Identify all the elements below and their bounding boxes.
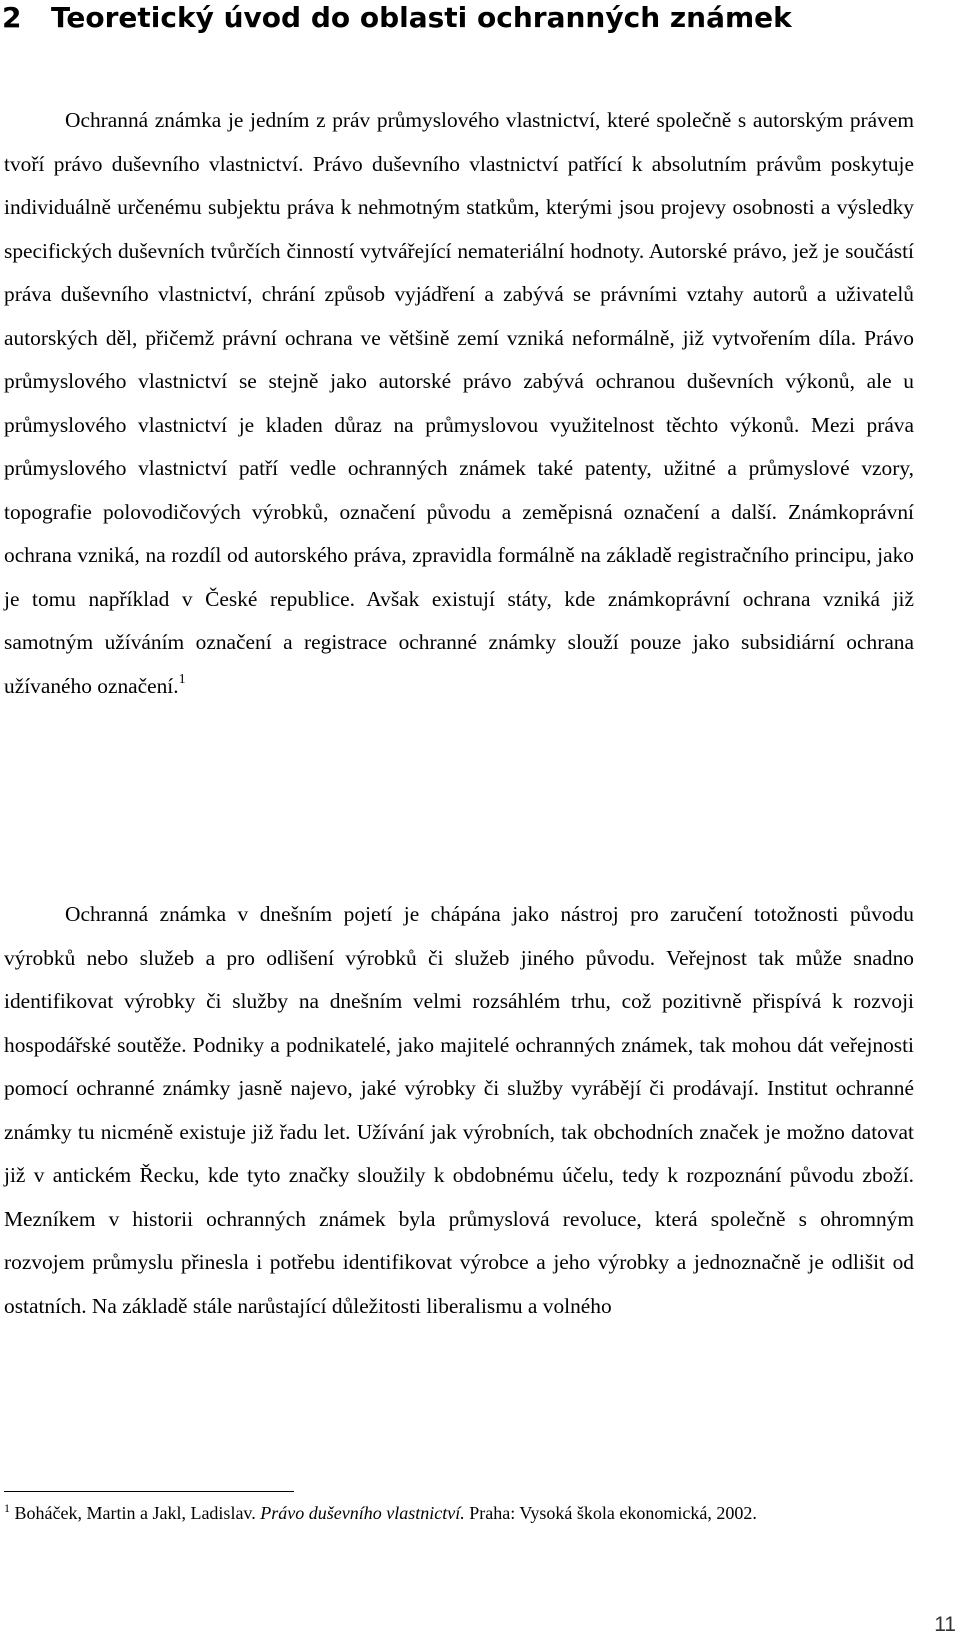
footnote-reference[interactable]: 1 (178, 671, 186, 687)
footnote-title: Právo duševního vlastnictví. (260, 1503, 465, 1523)
footnote-separator (4, 1491, 294, 1492)
footnote-marker: 1 (4, 1500, 10, 1515)
footnote-authors: Boháček, Martin a Jakl, Ladislav. (14, 1503, 256, 1523)
footnote-publisher: Praha: Vysoká škola ekonomická, 2002. (469, 1503, 757, 1523)
page-number: 11 (934, 1613, 956, 1636)
paragraph-1-text: Ochranná známka je jedním z práv průmyslového vlastnictví, které společně s autorským právem tvoří právo duševního vlastnictví. Právo duševního vlastnictví patřící k absolutním právům poskytuje individuálně určenému subjektu práva k nehmotným statkům, kterými jsou projevy osobnosti a výsledky specifických duševních tvůrčích činností vytvářející nemateriální hodnoty. Autorské právo, jež je součástí práva duševního vlastnictví, chrání způsob vyjádření a zabývá se právními vztahy autorů a uživatelů autorských děl, přičemž právní ochrana ve většině zemí vzniká neformálně, již vytvořením díla. Právo průmyslového vlastnictví se stejně jako autorské právo zabývá ochranou duševních výkonů, ale u průmyslového vlastnictví je kladen důraz na průmyslovou využitelnost těchto výkonů. Mezi práva průmyslového vlastnictví patří vedle ochranných známek také patenty, užitné a průmyslové vzory, topografie polovodičových výrobků, označení původu a zeměpisná označení a další. Známkoprávní ochrana vzniká, na rozdíl od autorského práva, zpravidla formálně na základě registračního principu, jako je tomu například v České republice. Avšak existují státy, kde známkoprávní ochrana vzniká již samotným užíváním označení a registrace ochranné známky slouží pouze jako subsidiární ochrana užívaného označení. (4, 108, 914, 698)
chapter-title: Teoretický úvod do oblasti ochranných známek (51, 1, 792, 34)
paragraph-2-text: Ochranná známka v dnešním pojetí je chápána jako nástroj pro zaručení totožnosti původu výrobků nebo služeb a pro odlišení výrobků či služeb jiného původu. Veřejnost tak může snadno identifikovat výrobky či služby na dnešním velmi rozsáhlém trhu, což pozitivně přispívá k rozvoji hospodářské soutěže. Podniky a podnikatelé, jako majitelé ochranných známek, tak mohou dát veřejnosti pomocí ochranné známky jasně najevo, jaké výrobky či služby vyrábějí či prodávají. Institut ochranné známky tu nicméně existuje již řadu let. Užívání jak výrobních, tak obchodních značek je možno datovat již v antickém Řecku, kde tyto značky sloužily k obdobnému účelu, tedy k rozpoznání původu zboží. Mezníkem v historii ochranných známek byla průmyslová revoluce, která společně s ohromným rozvojem průmyslu přinesla i potřebu identifikovat výrobce a jeho výrobky a jednoznačně je odlišit od ostatních. Na základě stále narůstající důležitosti liberalismu a volného (4, 902, 914, 1318)
footnote (4, 1500, 884, 1526)
chapter-heading (2, 0, 792, 36)
paragraph-2 (4, 893, 914, 1328)
paragraph-1 (4, 99, 914, 708)
chapter-number: 2 (2, 1, 22, 34)
